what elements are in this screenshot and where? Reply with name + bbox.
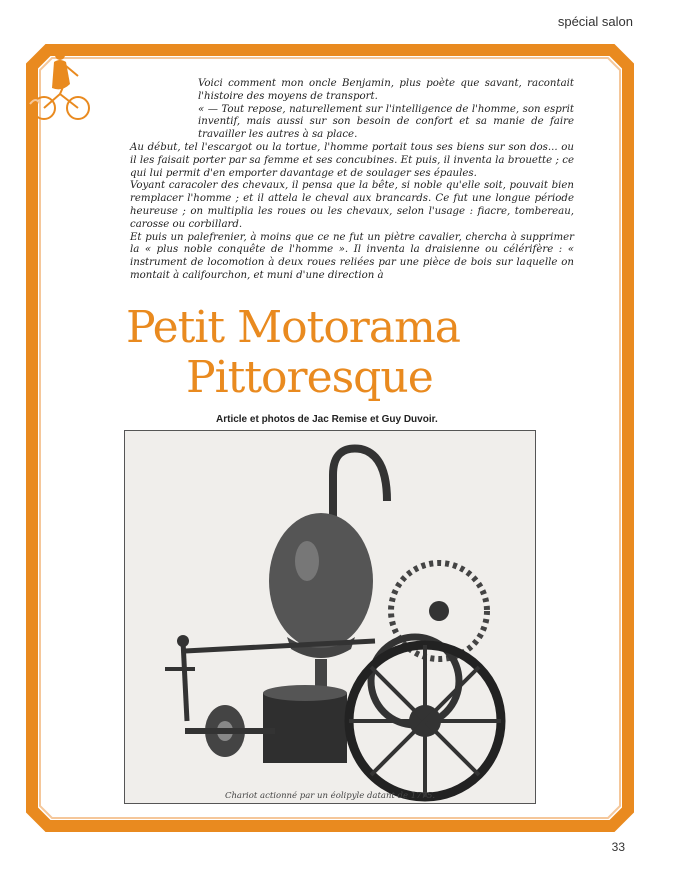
paragraph-5: Et puis un palefrenier, à moins que ce ne fut un piètre cavalier, chercha à supprimer la « plus noble conquête de l'homme ». Il inventa la draisienne ou célérifère : « instrument de locomotion à deux roues reliées par une pièce de bois sur laquelle on montait à califourchon, et muni d'une direction à	[130, 231, 574, 281]
paragraph-1: Voici comment mon oncle Benjamin, plus poète que savant, racontait l'histoire des moyens de transport.	[198, 78, 574, 102]
cyclist-vignette	[26, 44, 98, 124]
paragraph-3: Au début, tel l'escargot ou la tortue, l'homme portait tous ses biens sur son dos... ou il les faisait porter par sa femme et ses concubines. Et puis, il inventa la brouette ; ce qui lui permit d'en emporter davantage et de soulager ses épaules.	[130, 141, 574, 179]
photo-caption: Chariot actionné par un éolipyle datant de 1775.	[224, 791, 436, 801]
orange-frame	[26, 44, 634, 832]
section-label: spécial salon	[557, 14, 633, 29]
page-number: 33	[611, 840, 625, 854]
article-body	[130, 78, 574, 283]
paragraph-2: « — Tout repose, naturellement sur l'intelligence de l'homme, son esprit inventif, mais aussi sur son besoin de confort et sa manie de faire travailler les autres à sa place.	[198, 103, 574, 141]
article-title-line-1: Petit Motorama	[126, 302, 461, 353]
byline: Article et photos de Jac Remise et Guy Duvoir.	[216, 414, 438, 425]
article-title-line-2: Pittoresque	[186, 352, 433, 403]
paragraph-4: Voyant caracoler des chevaux, il pensa que la bête, si noble qu'elle soit, pouvait bien remplacer l'homme ; et il attela le cheval aux brancards. Ce fut une longue période heureuse ; on multiplia les roues ou les chevaux, selon l'usage : fiacre, tombereau, carosse ou corbillard.	[130, 180, 574, 230]
steam-carriage-photo	[124, 430, 536, 804]
